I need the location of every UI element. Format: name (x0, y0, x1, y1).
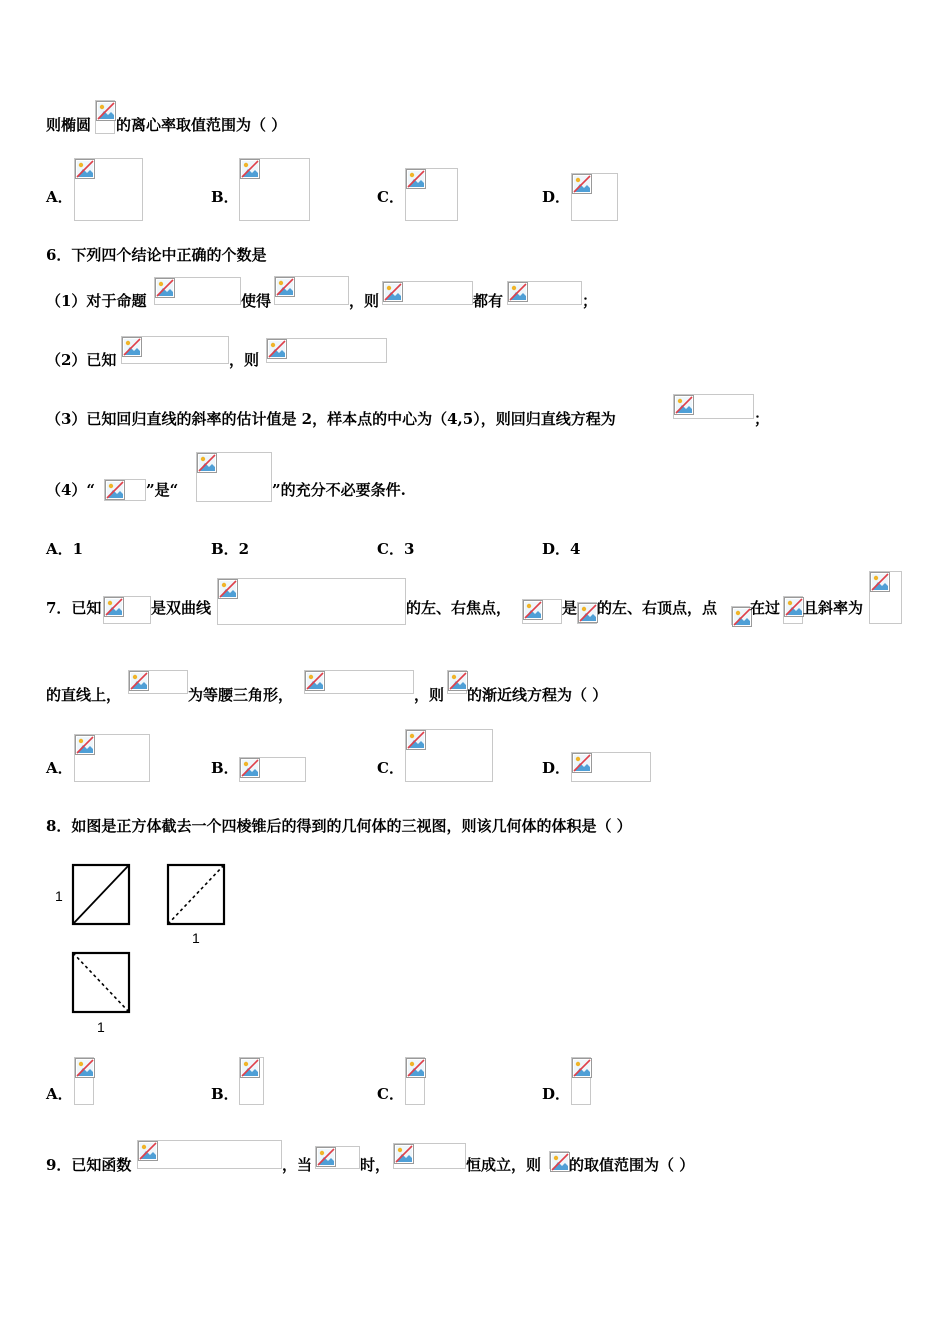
broken-image-icon (316, 1147, 336, 1167)
formula-image (304, 670, 414, 694)
top-bottom-label: 1 (97, 1019, 105, 1035)
q6-option-d: D．4 (542, 540, 581, 558)
q7-e: 的左、右顶点，点 (597, 599, 718, 617)
q8-stem: 8．如图是正方体截去一个四棱锥后的得到的几何体的三视图，则该几何体的体积是（ ） (46, 817, 632, 835)
q8-option-a: A． (46, 1085, 73, 1103)
top-view (73, 953, 129, 1012)
formula-image (731, 606, 750, 625)
broken-image-icon (394, 1144, 414, 1164)
q7-f: 在过 (750, 599, 781, 617)
formula-image (393, 1143, 466, 1169)
broken-image-icon (104, 597, 124, 617)
formula-image (783, 596, 803, 624)
q6-option-b: B．2 (211, 540, 250, 558)
three-view-figure (40, 855, 240, 1045)
broken-image-icon (197, 453, 217, 473)
broken-image-icon (75, 1058, 95, 1078)
option-image (405, 729, 493, 782)
q7-option-a: A． (46, 759, 73, 777)
broken-image-icon (155, 278, 175, 298)
front-side-label: 1 (55, 888, 63, 904)
q7-j: ，则 (414, 686, 445, 704)
broken-image-icon (122, 337, 142, 357)
q6-s1-a: （1）对于命题 (46, 292, 147, 310)
q8-option-c: C． (377, 1085, 404, 1103)
broken-image-icon (240, 159, 260, 179)
q6-s2-b: ，则 (229, 351, 260, 369)
q6-stem: 6．下列四个结论中正确的个数是 (46, 246, 267, 264)
option-image (239, 158, 310, 221)
formula-image (121, 336, 229, 364)
q7-c: 的左、右焦点， (406, 599, 512, 617)
option-image (239, 1057, 264, 1105)
broken-image-icon (75, 735, 95, 755)
broken-image-icon (572, 174, 592, 194)
q6-s1-e: ； (582, 292, 598, 310)
q9-c: 时， (360, 1156, 391, 1174)
option-image (571, 1057, 591, 1105)
broken-image-icon (406, 169, 426, 189)
q8-option-b: B． (211, 1085, 239, 1103)
q7-h: 的直线上， (46, 686, 122, 704)
option-image (405, 1057, 425, 1105)
q7-option-c: C． (377, 759, 404, 777)
broken-image-icon (523, 600, 543, 620)
broken-image-icon (784, 597, 804, 617)
broken-image-icon (240, 1058, 260, 1078)
broken-image-icon (383, 282, 403, 302)
q5-stem-b: 的离心率取值范围为（ ） (116, 116, 287, 134)
q6-s3-a: （3）已知回归直线的斜率的估计值是 2，样本点的中心为（4,5），则回归直线方程为 (46, 410, 616, 428)
q5-option-a: A． (46, 188, 73, 206)
formula-image (104, 479, 146, 501)
q6-s2-a: （2）已知 (46, 351, 117, 369)
broken-image-icon (218, 579, 238, 599)
q7-a: 7．已知 (46, 599, 102, 617)
option-image (74, 158, 143, 221)
broken-image-icon (870, 572, 890, 592)
q6-s4-a: （4）“ (46, 481, 96, 499)
formula-image (95, 100, 115, 134)
formula-image (869, 571, 902, 624)
formula-image (549, 1151, 569, 1169)
broken-image-icon (105, 480, 125, 500)
formula-image (217, 578, 406, 625)
q6-s4-b: ”是“ (146, 481, 179, 499)
front-view (73, 865, 129, 924)
q5-stem-a: 则椭圆 (46, 116, 92, 134)
q8-option-d: D． (542, 1085, 571, 1103)
broken-image-icon (448, 671, 468, 691)
formula-image (447, 670, 467, 694)
broken-image-icon (572, 753, 592, 773)
broken-image-icon (240, 758, 260, 778)
formula-image (196, 452, 272, 502)
formula-image (382, 281, 473, 305)
option-image (571, 173, 618, 221)
q9-a: 9．已知函数 (46, 1156, 132, 1174)
option-image (239, 757, 306, 782)
q7-option-b: B． (211, 759, 239, 777)
q6-option-c: C．3 (377, 540, 415, 558)
broken-image-icon (572, 1058, 592, 1078)
option-image (405, 168, 458, 221)
formula-image (274, 276, 349, 305)
broken-image-icon (305, 671, 325, 691)
formula-image (507, 281, 582, 305)
q7-k: 的渐近线方程为（ ） (467, 686, 608, 704)
formula-image (103, 596, 151, 624)
q6-s1-d: 都有 (473, 292, 504, 310)
formula-image (154, 277, 241, 305)
q6-s3-b: ； (754, 410, 770, 428)
q6-s1-b: 使得 (241, 292, 272, 310)
broken-image-icon (96, 101, 116, 121)
q9-d: 恒成立，则 (466, 1156, 542, 1174)
q6-option-a: A．1 (46, 540, 84, 558)
formula-image (577, 602, 597, 624)
option-image (74, 734, 150, 782)
option-image (571, 752, 651, 782)
formula-image (137, 1140, 282, 1169)
q5-option-d: D． (542, 188, 571, 206)
formula-image (673, 394, 754, 419)
broken-image-icon (129, 671, 149, 691)
q7-option-d: D． (542, 759, 571, 777)
broken-image-icon (406, 1058, 426, 1078)
formula-image (128, 670, 188, 694)
q5-option-b: B． (211, 188, 239, 206)
q7-b: 是双曲线 (151, 599, 212, 617)
broken-image-icon (674, 395, 694, 415)
q9-e: 的取值范围为（ ） (569, 1156, 695, 1174)
option-image (74, 1057, 94, 1105)
broken-image-icon (275, 277, 295, 297)
formula-image (266, 338, 387, 363)
side-view (168, 865, 224, 924)
broken-image-icon (267, 339, 287, 359)
q7-i: 为等腰三角形， (188, 686, 294, 704)
broken-image-icon (75, 159, 95, 179)
broken-image-icon (406, 730, 426, 750)
broken-image-icon (138, 1141, 158, 1161)
side-bottom-label: 1 (192, 930, 200, 946)
q6-s1-c: ，则 (349, 292, 380, 310)
q7-g: 且斜率为 (803, 599, 864, 617)
formula-image (315, 1146, 360, 1169)
broken-image-icon (578, 603, 598, 623)
q9-b: ，当 (282, 1156, 313, 1174)
formula-image (522, 599, 562, 624)
q6-s4-c: ”的充分不必要条件. (272, 481, 406, 499)
broken-image-icon (732, 607, 752, 627)
broken-image-icon (508, 282, 528, 302)
q5-option-c: C． (377, 188, 404, 206)
broken-image-icon (550, 1152, 570, 1172)
q7-d: 是 (562, 599, 578, 617)
